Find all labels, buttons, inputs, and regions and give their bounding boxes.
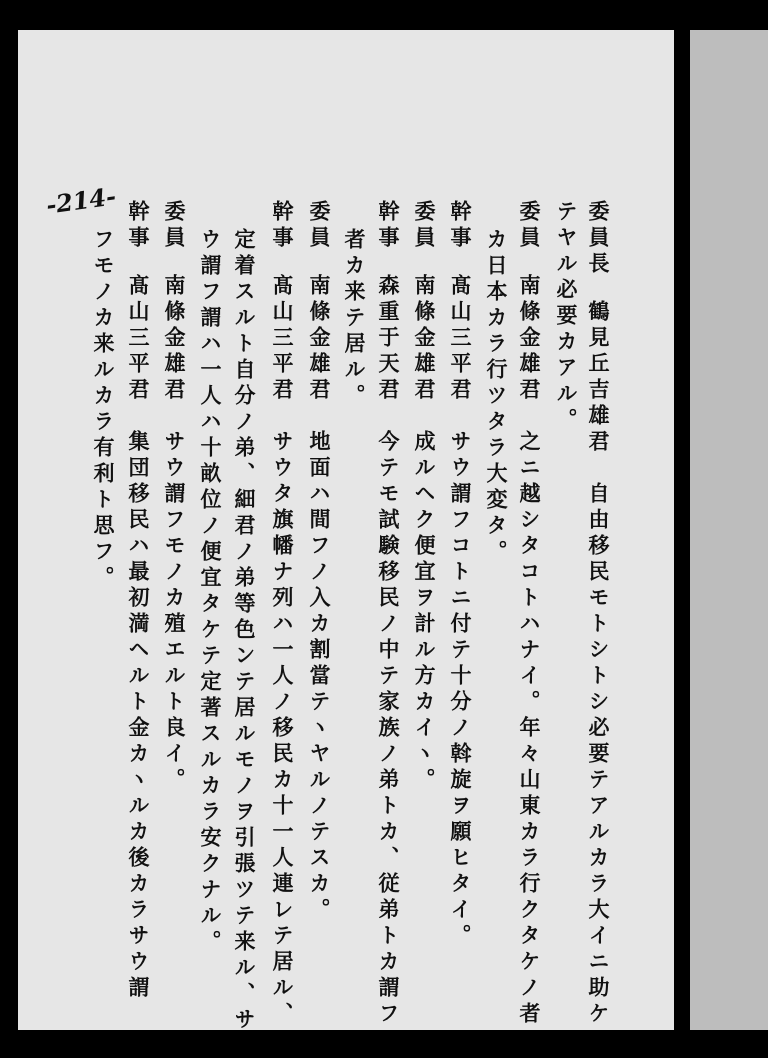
speaker-label: 委員長 bbox=[586, 200, 611, 278]
speech-text: 鶴見丘吉雄君 自由移民モトシトシ必要テアルカラ大イニ助ケ bbox=[586, 300, 611, 1028]
speaker-label: 幹事 bbox=[448, 200, 473, 252]
speech-text: フモノカ来ルカラ有利ト思フ。 bbox=[91, 228, 116, 592]
speech-text: 南條金雄君 成ルヘク便宜ヲ計ル方カイヽ。 bbox=[412, 274, 437, 794]
text-column bbox=[128, 200, 149, 1002]
speaker-label: 委員 bbox=[307, 200, 332, 252]
speech-text: 南條金雄君 之ニ越シタコトハナイ。年々山東カラ行クタケノ者 bbox=[517, 274, 542, 1028]
text-column bbox=[378, 200, 399, 1028]
speech-text: 南條金雄君 地面ハ間フノ入カ割當テヽヤルノテスカ。 bbox=[307, 274, 332, 924]
text-column bbox=[486, 228, 507, 566]
speech-text: 髙山三平君 集団移民ハ最初満ヘルト金カヽルカ後カラサウ謂 bbox=[126, 274, 151, 1002]
speaker-label: 委員 bbox=[517, 200, 542, 252]
speech-text: 髙山三平君 サウタ旗幡ナ列ハ一人ノ移民カ十一人連レテ居ル、 bbox=[270, 274, 295, 1028]
speaker-label: 幹事 bbox=[126, 200, 151, 252]
speech-text: ウ謂フ謂ハ一人ハ十畝位ノ便宜タケテ定著スルカラ安クナル。 bbox=[198, 228, 223, 956]
speech-text: テヤル必要カアル。 bbox=[554, 200, 579, 434]
text-column bbox=[200, 228, 221, 956]
text-column bbox=[164, 200, 185, 794]
text-column bbox=[309, 200, 330, 924]
speech-text: 森重于天君 今テモ試験移民ノ中テ家族ノ弟トカ、従弟トカ謂フ bbox=[376, 274, 401, 1028]
speech-text: 髙山三平君 サウ謂フコトニ付テ十分ノ斡旋ヲ願ヒタイ。 bbox=[448, 274, 473, 950]
speaker-label: 幹事 bbox=[376, 200, 401, 252]
text-column bbox=[344, 228, 365, 410]
text-column bbox=[93, 228, 114, 592]
text-column bbox=[588, 200, 609, 1028]
document-page bbox=[18, 30, 674, 1030]
text-column bbox=[556, 200, 577, 434]
speech-text: 定着スルト自分ノ弟、細君ノ弟等色ンテ居ルモノヲ引張ツテ来ル、サ bbox=[232, 228, 257, 1034]
text-column bbox=[272, 200, 293, 1028]
facing-page-edge bbox=[690, 30, 768, 1030]
speaker-label: 委員 bbox=[412, 200, 437, 252]
speech-text: カ日本カラ行ツタラ大変タ。 bbox=[484, 228, 509, 566]
speech-text: 南條金雄君 サウ謂フモノカ殖エルト良イ。 bbox=[162, 274, 187, 794]
text-column bbox=[450, 200, 471, 950]
speech-text: 者カ来テ居ル。 bbox=[342, 228, 367, 410]
text-column bbox=[519, 200, 540, 1028]
text-column bbox=[414, 200, 435, 794]
text-column bbox=[234, 228, 255, 1034]
speaker-label: 幹事 bbox=[270, 200, 295, 252]
speaker-label: 委員 bbox=[162, 200, 187, 252]
page-number: -214- bbox=[44, 181, 118, 220]
